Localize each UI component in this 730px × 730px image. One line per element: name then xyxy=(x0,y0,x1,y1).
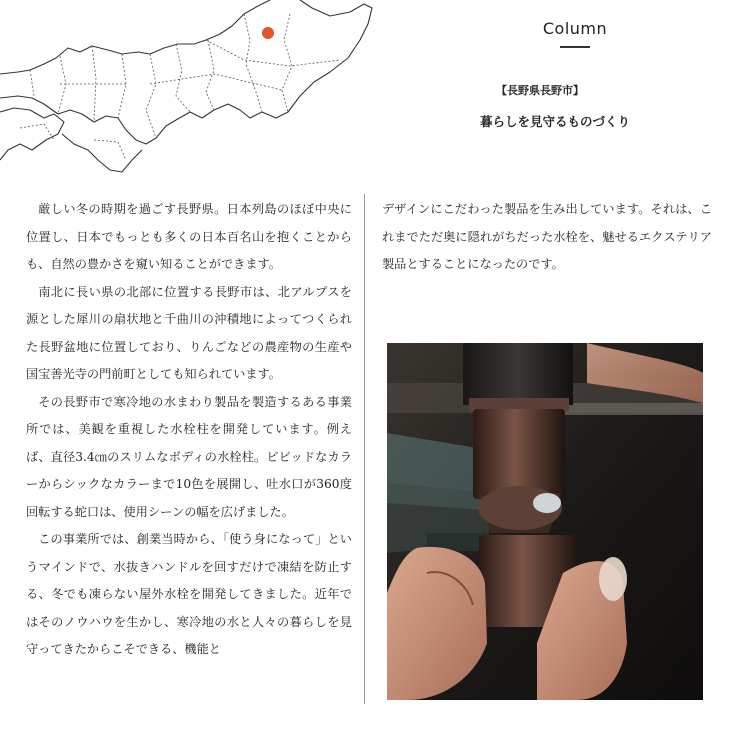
article-column-left xyxy=(26,196,352,664)
map-coastline-south xyxy=(0,96,228,144)
map-boundary xyxy=(30,70,34,96)
column-header xyxy=(505,19,645,48)
map-boundary xyxy=(282,14,292,112)
map-boundary xyxy=(206,40,340,66)
map-boundary xyxy=(150,74,282,90)
map-boundary xyxy=(58,56,66,114)
map-coastline-north xyxy=(228,0,372,118)
map-boundary xyxy=(146,54,156,138)
faucet-photo xyxy=(387,343,703,700)
column-divider xyxy=(364,194,365,704)
article-subtitle: 暮らしを見守るものづくり xyxy=(479,114,630,129)
column-label: Column xyxy=(542,19,608,38)
map-boundary xyxy=(118,54,126,118)
map-boundary xyxy=(94,140,126,160)
map-coastline-main xyxy=(0,0,270,74)
article-paragraph: この事業所では、創業当時から、「使う身になって」というマインドで、水抜きハンドルを回すだけで凍結を防止する、冬でも凍らない屋外水栓を開発してきました。近年ではそのノウハウを生かし、寒冷地の水と人々の暮らしを見守ってきたからこそできる、機能と xyxy=(26,532,352,656)
map-boundary xyxy=(20,124,54,140)
location-label: 【長野県長野市】 xyxy=(496,84,584,97)
article-paragraph: 南北に長い県の北部に位置する長野市は、北アルプスを源とした犀川の扇状地と千曲川の沖積地によってつくられた長野盆地に位置しており、りんごなどの農産物の生産や国宝善光寺の門前町としても知られています。 xyxy=(26,284,352,381)
map-peninsula xyxy=(62,134,142,172)
article-paragraph: その長野市で寒冷地の水まわり製品を製造するある事業所では、美観を重視した水栓柱を開発しています。例えば、直径3.4㎝のスリムなボディの水栓柱。ビビッドなカラーからシックなカラーまで10色を展開し、吐水口が360度回転する蛇口は、使用シーンの幅を広げました。 xyxy=(26,394,352,519)
map-boundary xyxy=(244,14,262,112)
faucet-photo-illustration xyxy=(387,343,703,700)
article-paragraph: 厳しい冬の時期を過ごす長野県。日本列島のほぼ中央に位置し、日本でもっとも多くの日本百名山を抱くことからも、自然の豊かさを窺い知ることができます。 xyxy=(26,202,352,271)
location-marker xyxy=(262,27,274,39)
japan-map xyxy=(0,0,380,175)
article-paragraph: デザインにこだわった製品を生み出しています。それは、これまでただ奥に隠れがちだった水栓を、魅せるエクステリア製品とすることになったのです。 xyxy=(382,202,712,271)
map-boundary xyxy=(176,44,190,112)
article-column-right xyxy=(382,196,712,279)
column-rule xyxy=(560,46,590,48)
map-shikoku xyxy=(0,108,64,160)
